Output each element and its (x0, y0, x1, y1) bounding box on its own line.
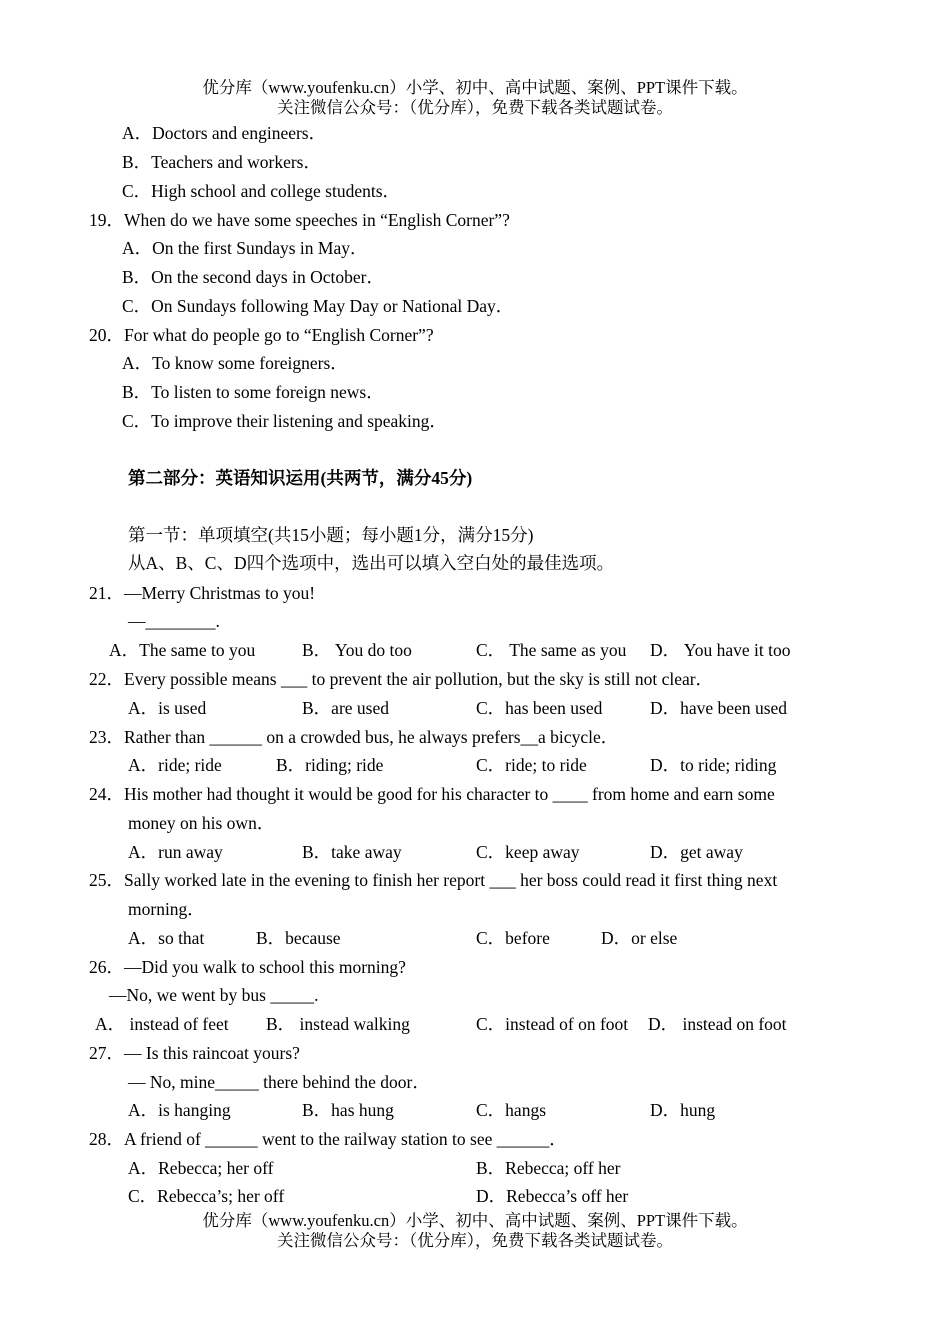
q24-stem-continued: money on his own． (128, 813, 275, 833)
q26-option-a: A． instead of feet (95, 1014, 229, 1034)
q28-option-c: C．Rebecca’s; her off (128, 1186, 285, 1206)
q18-option-a: A．Doctors and engineers． (122, 123, 327, 143)
q27-option-a: A．is hanging (128, 1100, 231, 1120)
q26-option-d: D． instead on foot (648, 1014, 787, 1034)
q21-option-c: C． The same as you (476, 640, 627, 660)
q24-stem: 24．His mother had thought it would be good for his character to ____ from home and earn some (89, 784, 775, 804)
footer-line-1: 优分库（www.youfenku.cn）小学、初中、高中试题、案例、PPT课件下载。 (202, 1211, 748, 1230)
q21-stem: 21．—Merry Christmas to you! (89, 583, 316, 603)
section1-instruction: 从A、B、C、D四个选项中，选出可以填入空白处的最佳选项。 (128, 553, 615, 573)
q27-option-b: B．has hung (302, 1100, 394, 1120)
q19-option-a: A．On the first Sundays in May． (122, 238, 368, 258)
q22-option-c: C．has been used (476, 698, 603, 718)
q18-option-c: C．High school and college students． (122, 181, 401, 201)
q24-option-d: D．get away (650, 842, 743, 862)
header-line-1: 优分库（www.youfenku.cn）小学、初中、高中试题、案例、PPT课件下载。 (202, 78, 748, 97)
part2-title: 第二部分：英语知识运用(共两节，满分45分) (128, 468, 473, 488)
page-footer (0, 1211, 950, 1251)
footer-line-2: 关注微信公众号：（优分库），免费下载各类试题试卷。 (277, 1231, 673, 1250)
q24-option-a: A．run away (128, 842, 223, 862)
q24-option-b: B．take away (302, 842, 402, 862)
q26-stem: 26．—Did you walk to school this morning? (89, 957, 406, 977)
q25-option-b: B．because (256, 928, 341, 948)
q28-option-d: D．Rebecca’s off her (476, 1186, 629, 1206)
q22-option-a: A．is used (128, 698, 207, 718)
q19-option-c: C．On Sundays following May Day or National Day． (122, 296, 514, 316)
q25-stem: 25．Sally worked late in the evening to finish her report ___ her boss could read it first thing next (89, 870, 778, 890)
page-header (0, 78, 950, 118)
q20-stem: 20．For what do people go to “English Corner”? (89, 325, 434, 345)
q21-option-b: B． You do too (302, 640, 412, 660)
q26-option-c: C．instead of on foot (476, 1014, 629, 1034)
header-line-2: 关注微信公众号：（优分库），免费下载各类试题试卷。 (277, 98, 673, 117)
q23-option-c: C．ride; to ride (476, 755, 587, 775)
q20-option-c: C．To improve their listening and speaking． (122, 411, 447, 431)
q26-option-b: B． instead walking (266, 1014, 410, 1034)
q23-option-a: A．ride; ride (128, 755, 222, 775)
q22-option-b: B．are used (302, 698, 389, 718)
section1-title: 第一节：单项填空(共15小题；每小题1分，满分15分) (128, 525, 534, 545)
q25-option-d: D．or else (601, 928, 678, 948)
q19-stem: 19．When do we have some speeches in “English Corner”? (89, 210, 510, 230)
q27-reply: — No, mine_____ there behind the door． (128, 1072, 430, 1092)
q27-option-d: D．hung (650, 1100, 716, 1120)
q23-option-b: B．riding; ride (276, 755, 384, 775)
q22-option-d: D．have been used (650, 698, 788, 718)
q25-option-c: C．before (476, 928, 550, 948)
q27-option-c: C．hangs (476, 1100, 546, 1120)
q23-stem: 23．Rather than ______ on a crowded bus, he always prefers__a bicycle． (89, 727, 619, 747)
q25-stem-continued: morning． (128, 899, 205, 919)
q27-stem: 27．— Is this raincoat yours? (89, 1043, 300, 1063)
q18-option-b: B．Teachers and workers． (122, 152, 321, 172)
q25-option-a: A．so that (128, 928, 205, 948)
q21-option-a: A．The same to you (109, 640, 256, 660)
q19-option-b: B．On the second days in October． (122, 267, 384, 287)
q21-option-d: D． You have it too (650, 640, 791, 660)
q23-option-d: D．to ride; riding (650, 755, 777, 775)
q24-option-c: C．keep away (476, 842, 580, 862)
q20-option-b: B．To listen to some foreign news． (122, 382, 384, 402)
q21-reply: —________. (128, 611, 220, 631)
q28-stem: 28．A friend of ______ went to the railway station to see ______． (89, 1129, 567, 1149)
q28-option-b: B．Rebecca; off her (476, 1158, 621, 1178)
q28-option-a: A．Rebecca; her off (128, 1158, 274, 1178)
q26-reply: —No, we went by bus _____. (109, 985, 319, 1005)
q20-option-a: A．To know some foreigners． (122, 353, 348, 373)
q22-stem: 22．Every possible means ___ to prevent the air pollution, but the sky is still not clear． (89, 669, 714, 689)
